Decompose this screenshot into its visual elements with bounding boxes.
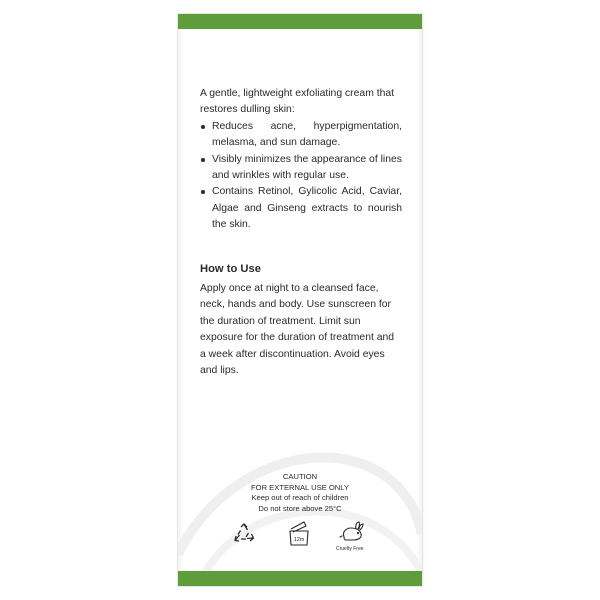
intro-text: A gentle, lightweight exfoliating cream that restores dulling skin: — [200, 88, 395, 116]
how-to-use-text: Apply once at night to a cleansed face, neck, hands and body. Use sunscreen for the duration of treatment. Limit sun exposure for the duration of treatment and a week after discontinuation. Avoid eyes and lips. — [200, 283, 395, 377]
bottom-green-band — [178, 571, 422, 586]
product-box — [178, 14, 422, 586]
how-to-use-heading: How to Use — [200, 263, 261, 275]
caution-children: Keep out of reach of children — [251, 493, 349, 503]
symbol-row — [230, 520, 370, 552]
benefit-item: Visibly minimizes the appearance of lines and wrinkles with regular use. — [200, 152, 402, 185]
cruelty-free-label: Cruelty Free — [336, 546, 364, 552]
cruelty-free-icon — [338, 520, 368, 544]
pao-label: 12m — [293, 537, 305, 543]
caution-heading: CAUTION — [282, 472, 318, 481]
caution-external-use: FOR EXTERNAL USE ONLY — [251, 482, 349, 492]
recycle-icon — [232, 522, 256, 546]
benefit-item: Reduces acne, hyperpigmentation, melasma, and sun damage. — [200, 119, 402, 152]
benefits-list — [200, 119, 402, 234]
benefit-item: Contains Retinol, Gylicolic Acid, Caviar, Algae and Ginseng extracts to nourish the skin. — [200, 184, 402, 233]
period-after-opening-icon — [286, 520, 312, 548]
caution-block — [178, 472, 422, 514]
product-description — [200, 86, 402, 234]
caution-storage: Do not store above 25°C — [258, 503, 342, 513]
